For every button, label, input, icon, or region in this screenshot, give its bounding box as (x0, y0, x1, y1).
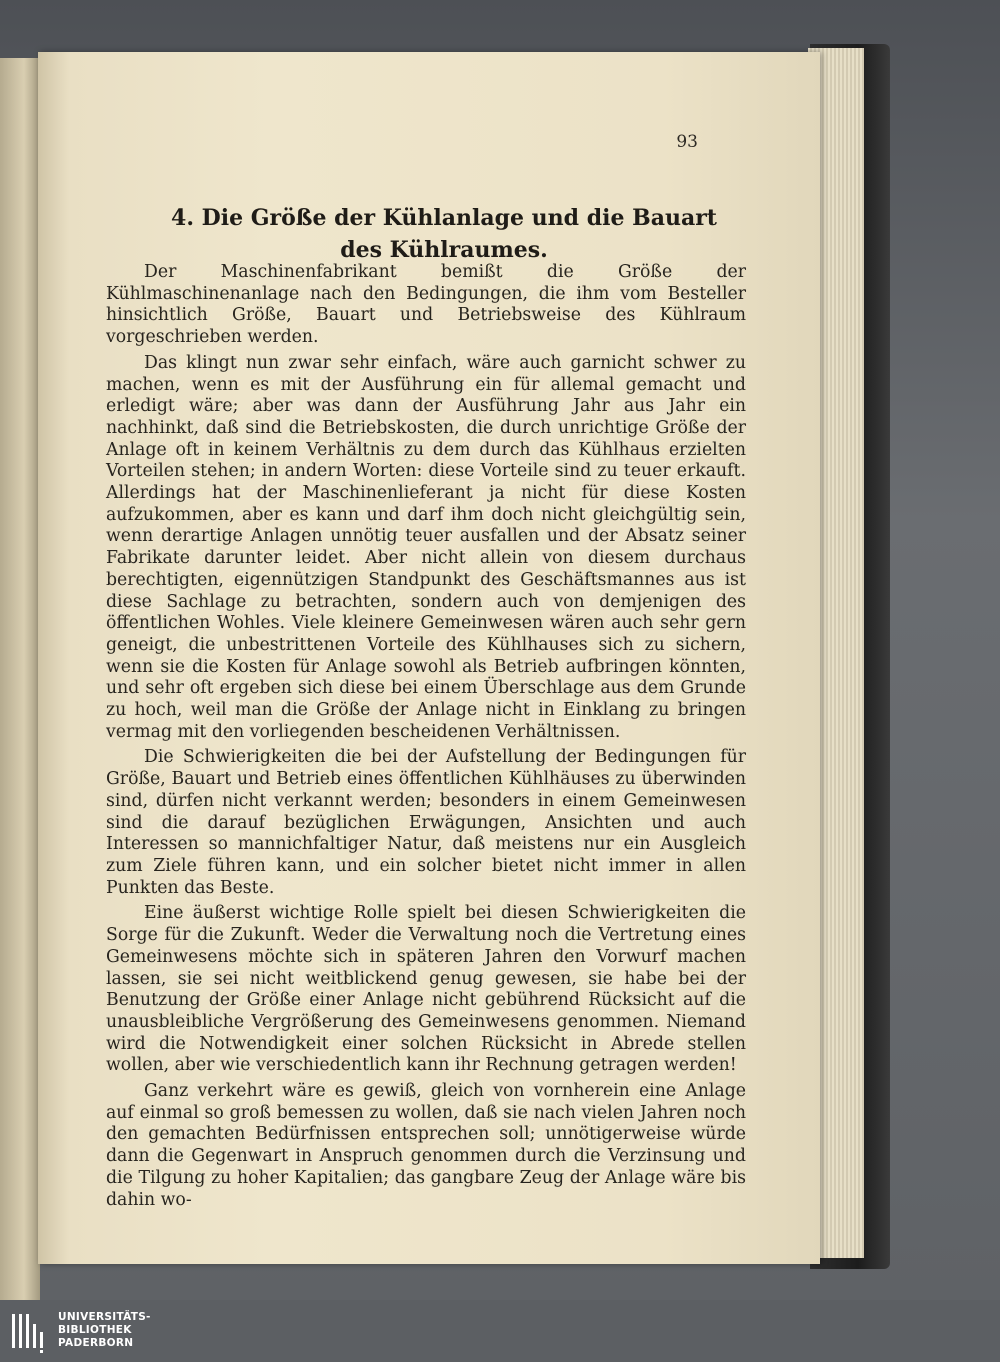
logo-line-1: UNIVERSITÄTS- (58, 1311, 151, 1323)
library-logo-text (58, 1311, 151, 1350)
library-logo-icon (10, 1310, 52, 1354)
logo-line-2: BIBLIOTHEK (58, 1324, 132, 1336)
book-page (38, 52, 820, 1264)
page-number: 93 (676, 132, 698, 152)
paragraph: Ganz verkehrt wäre es gewiß, gleich von vornherein eine Anlage auf einmal so groß bemessen zu wollen, daß sie nach vielen Jahren noch den gemachten Bedürfnissen entsprechen soll; unnötigerweise würde dann die Gegenwart in Anspruch genommen durch die Verzinsung und die Tilgung zu hoher Kapitalien; das gangbare Zeug der Anlage wäre bis dahin wo- (106, 1081, 746, 1210)
paragraph: Der Maschinenfabrikant bemißt die Größe der Kühlmaschinenanlage nach den Bedingungen, die ihm vom Besteller hinsichtlich Größe, Bauart und Betriebsweise des Kühlraum vorgeschrieben werden. (106, 262, 746, 348)
paragraph: Eine äußerst wichtige Rolle spielt bei diesen Schwierigkeiten die Sorge für die Zukunft. Weder die Verwaltung noch die Vertretung eines Gemeinwesens möchte sich in späteren Jahren den Vorwurf machen lassen, sie sei nicht weitblickend genug gewesen, sie habe bei der Benutzung der Größe einer Anlage nicht gebührend Rücksicht auf die unausbleibliche Vergrößerung des Gemeinwesens genommen. Niemand wird die Notwendigkeit einer solchen Rücksicht in Abrede stellen wollen, aber wie verschiedentlich kann ihr Rechnung getragen werden! (106, 903, 746, 1076)
logo-line-3: PADERBORN (58, 1337, 134, 1349)
body-text (106, 262, 746, 1215)
paragraph: Die Schwierigkeiten die bei der Aufstellung der Bedingungen für Größe, Bauart und Betrieb eines öffentlichen Kühlhäuses zu überwinden sind, dürfen nicht verkannt werden; besonders in einem Gemeinwesen sind die darauf bezüglichen Erwägungen, Ansichten und auch Interessen so mannichfaltiger Natur, daß meistens nur ein Ausgleich zum Ziele führen kann, und ein solcher bietet nicht immer in allen Punkten das Beste. (106, 747, 746, 898)
heading-line-2: des Kühlraumes. (340, 237, 548, 263)
section-heading (108, 202, 780, 266)
heading-line-1: 4. Die Größe der Kühlanlage und die Bauart (171, 205, 717, 231)
paragraph: Das klingt nun zwar sehr einfach, wäre auch garnicht schwer zu machen, wenn es mit der Ausführung ein für allemal gemacht und erledigt wäre; aber was dann der Ausführung Jahr aus Jahr ein nachhinkt, daß sind die Betriebskosten, die durch unrichtige Größe der Anlage oft in keinem Verhältnis zu dem durch das Kühlhaus erzielten Vorteilen stehen; in andern Worten: diese Vorteile sind zu teuer erkauft. Allerdings hat der Maschinenlieferant ja nicht für diese Kosten aufzukommen, aber es kann und darf ihm doch nicht gleichgültig sein, wenn derartige Anlagen unnötig teuer ausfallen und der Absatz seiner Fabrikate darunter leidet. Aber nicht allein von diesem durchaus berechtigten, eigennützigen Standpunkt des Geschäftsmannes aus ist diese Sachlage zu betrachten, sondern auch von demjenigen des öffentlichen Wohles. Viele kleinere Gemeinwesen wären auch sehr gern geneigt, die unbestrittenen Vorteile des Kühlhauses sich zu sichern, wenn sie die Kosten für Anlage sowohl als Betrieb aufbringen könnten, und sehr oft ergeben sich diese bei einem Überschlage aus dem Grunde zu hoch, weil man die Größe der Anlage nicht in Einklang zu bringen vermag mit den vorliegenden bescheidenen Verhältnissen. (106, 352, 746, 742)
facing-page-edge (0, 58, 40, 1300)
